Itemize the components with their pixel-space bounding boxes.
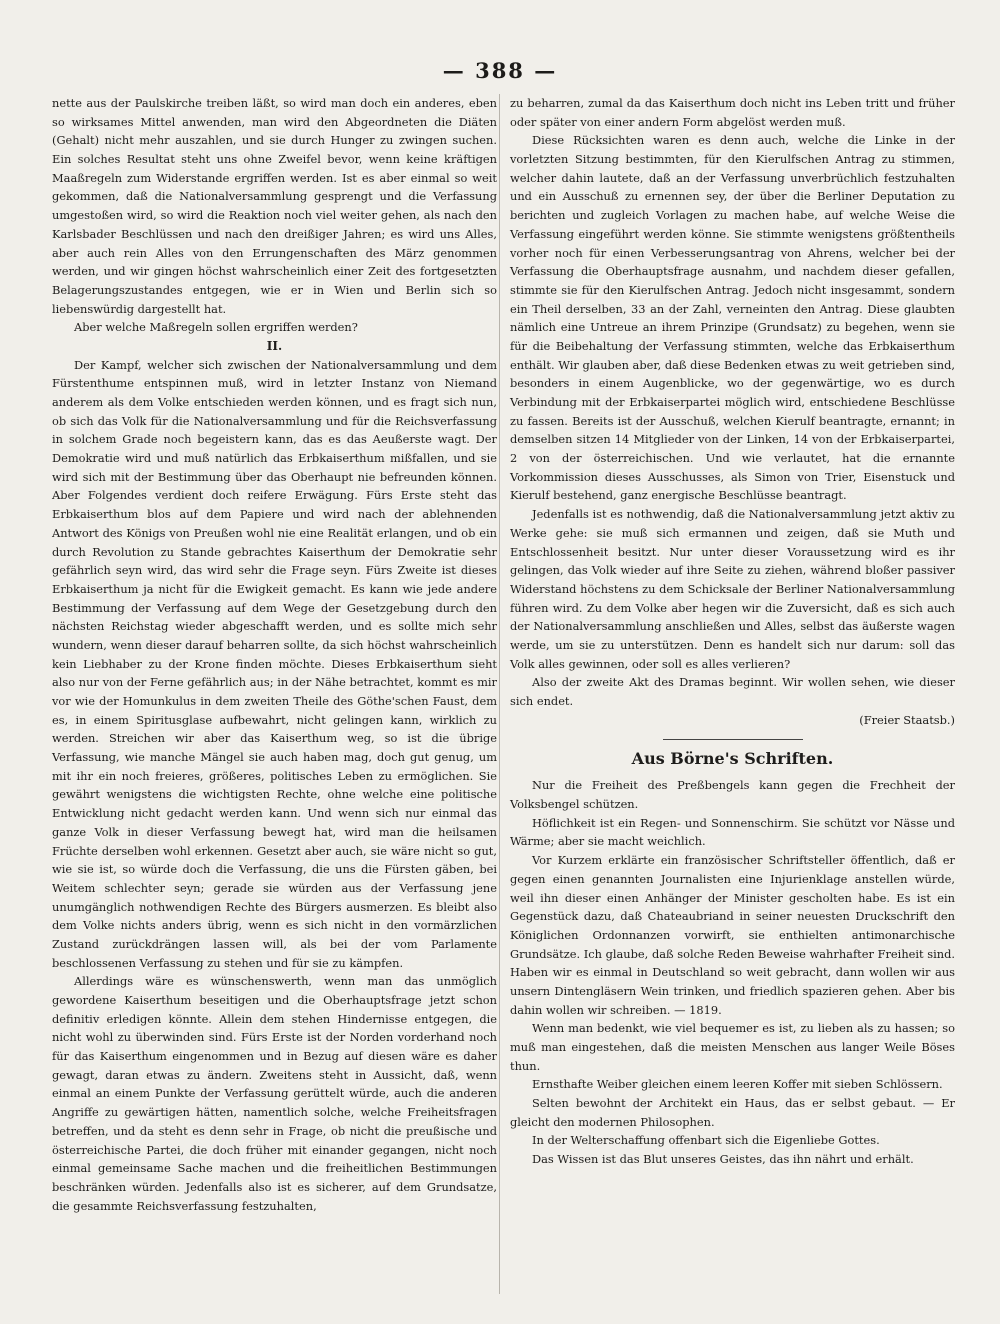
aphorism: Selten bewohnt der Architekt ein Haus, das er selbst gebaut. — Er gleicht den modernen Philosophen. (510, 1096, 955, 1129)
page-number: — 388 — (442, 58, 558, 83)
column-divider (499, 94, 500, 1294)
paragraph: nette aus der Paulskirche treiben läßt, so wird man doch ein anderes, eben so wirksames Mittel anwenden, man wird den Abgeordneten die Diäten (Gehalt) nicht mehr auszahlen, und sie durch Hunger zu zwingen suchen. Ein solches Resultat steht uns ohne Zweifel bevor, wenn keine kräftigen Maaßregeln zum Widerstande ergriffen werden. Ist es aber einmal so weit gekommen, daß die Nationalversammlung gesprengt und die Verfassung umgestoßen wird, so wird die Reaktion noch viel weiter gehen, als nach den Karlsbader Beschlüssen und nach den dreißiger Jahren; es wird uns Alles, aber auch rein Alles von den Errungenschaften des März genommen werden, und wir gingen höchst wahrscheinlich einer Zeit des fortgesetzten Belagerungszustandes entgegen, wie er in Wien und Berlin sich so liebenswürdig dargestellt hat. (52, 96, 497, 316)
paragraph: Jedenfalls ist es nothwendig, daß die Nationalversammlung jetzt aktiv zu Werke gehe: sie muß sich ermannen und zeigen, daß sie Muth und Entschlossenheit besitzt. Nur unter dieser Voraussetzung wird es ihr gelingen, das Volk wieder auf ihre Seite zu ziehen, während bloßer passiver Widerstand höchstens zu dem Schicksale der Berliner Nationalversammlung führen wird. Zu dem Volke aber hegen wir die Zuversicht, daß es sich auch der Nationalversammlung anschließen und Alles, selbst das äußerste wagen werde, um sie zu unterstützen. Denn es handelt sich nur darum: soll das Volk alles gewinnen, oder soll es alles verlieren? (510, 507, 955, 671)
paragraph: Allerdings wäre es wünschenswerth, wenn man das unmöglich gewordene Kaiserthum beseitigen und die Oberhauptsfrage jetzt schon definitiv erledigen könnte. Allein dem stehen Hindernisse entgegen, die nicht wohl zu überwinden sind. Fürs Erste ist der Norden vorderhand noch für das Kaiserthum eingenommen und in Bezug auf diesen wäre es daher gewagt, daran etwas zu ändern. Zweitens steht in Aussicht, daß, wenn einmal an einem Punkte der Verfassung gerüttelt würde, auch die anderen Angriffe zu gewärtigen hätten, namentlich solche, welche Freiheitsfragen betreffen, und da steht es denn sehr in Frage, ob nicht die preußische und österreichische Partei, die doch früher mit einander gegangen, nicht noch einmal gemeinsame Sache machen und die freiheitlichen Bestimmungen beschränken würden. Jedenfalls also ist es sicherer, auf dem Grundsatze, die gesammte Reichsverfassung festzuhalten, (52, 974, 497, 1213)
aphorism: Höflichkeit ist ein Regen- und Sonnenschirm. Sie schützt vor Nässe und Wärme; aber sie macht weichlich. (510, 815, 955, 849)
source-note: (Freier Staatsb.) (859, 712, 955, 727)
section-rule (663, 739, 803, 740)
paragraph: Der Kampf, welcher sich zwischen der Nationalversammlung und dem Fürstenthume entspinnen muß, wird in letzter Instanz von Niemand anderem als dem Volke entschieden werden können, und es fragt sich nun, ob sich das Volk für die Nationalversammlung und für die Reichsverfassung in solchem Grade noch begeistern kann, das es das Aeußerste wagt. Der Demokratie wird und muß natürlich das Erbkaiserthum mißfallen, und sie wird sich mit der Bestimmung über das Oberhaupt nie befreunden können. Aber Folgendes verdient doch reifere Erwägung. Fürs Erste steht das Erbkaiserthum blos auf dem Papiere und wird nach der ablehnenden Antwort des Königs von Preußen wohl nie eine Realität erlangen, und ob ein durch Revolution zu Stande gebrachtes Kaiserthum der Demokratie sehr gefährlich seyn wird, das wird sehr die Frage seyn. Fürs Zweite ist dieses Erbkaiserthum ja nicht für die Ewigkeit gemacht. Es kann wie jede andere Bestimmung der Verfassung auf dem Wege der Gesetzgebung durch den nächsten Reichstag wieder abgeschafft werden, und es sollte mich sehr wundern, wenn dieser darauf beharren sollte, da sich höchst wahrscheinlich kein Liebhaber zu der Krone finden möchte. Dieses Erbkaiserthum sieht also nur von der Ferne gefährlich aus; in der Nähe betrachtet, kommt es mir vor wie der Homunkulus in dem zweiten Theile des Göthe'schen Faust, dem es, in einem Spiritusglase aufbewahrt, nicht gelingen kann, wirklich zu werden. Streichen wir aber das Kaiserthum weg, so ist die übrige Verfassung, wie manche Mängel sie auch haben mag, doch gut genug, um mit ihr ein noch freieres, größeres, politisches Leben zu ermöglichen. Sie gewährt wenigstens die wichtigsten Rechte, ohne welche eine politische Entwicklung nicht gedacht werden kann. Und wenn sich nur einmal das ganze Volk in dieser Verfassung bewegt hat, wird man die heilsamen Früchte derselben wohl erkennen. Gesetzt aber auch, sie wäre nicht so gut, wie sie ist, so würde doch die Verfassung, die uns die Fürsten gäben, bei Weitem schlechter seyn; gerade sie würden aus der Verfassung jene unumgänglich nothwendigen Rechte des Bürgers ausmerzen. Es bleibt also dem Volke nichts anders übrig, wenn es sich nicht in den vormärzlichen Zustand zurückdrängen lassen will, als bei der vom Parlamente beschlossenen Verfassung zu stehen und für sie zu kämpfen. (52, 357, 497, 970)
right-column (510, 94, 955, 1169)
aphorism: Wenn man bedenkt, wie viel bequemer es ist, zu lieben als zu hassen; so muß man eingestehen, daß die meisten Menschen aus langer Weile Böses thun. (510, 1021, 955, 1073)
paragraph: zu beharren, zumal da das Kaiserthum doch nicht ins Leben tritt und früher oder später von einer andern Form abgelöst werden muß. (510, 96, 955, 129)
aphorism: Ernsthafte Weiber gleichen einem leeren Koffer mit sieben Schlössern. (532, 1077, 943, 1092)
paragraph: Also der zweite Akt des Dramas beginnt. Wir wollen sehen, wie dieser sich endet. (510, 675, 955, 708)
paragraph: Diese Rücksichten waren es denn auch, welche die Linke in der vorletzten Sitzung bestimmten, für den Kierulfschen Antrag zu stimmen, welcher dahin lautete, daß an der Verfassung unverbrüchlich festzuhalten und ein Ausschuß zu ernennen sey, der über die Berliner Deputation zu berichten und zugleich Vorlagen zu machen habe, auf welche Weise die Verfassung eingeführt werden könne. Sie stimmte wenigstens größtentheils vorher noch für einen Verbesserungsantrag von Ahrens, welcher bei der Verfassung die Oberhauptsfrage ausnahm, und nachdem dieser gefallen, stimmte sie für den Kierulfschen Antrag. Jedoch nicht insgesammt, sondern ein Theil derselben, 33 an der Zahl, verneinten den Antrag. Diese glaubten nämlich eine Untreue an ihrem Prinzipe (Grundsatz) zu begehen, wenn sie für die Beibehaltung der Verfassung stimmten, welche das Erbkaiserthum enthält. Wir glauben aber, daß diese Bedenken etwas zu weit getrieben sind, besonders in einem Augenblicke, wo der gegenwärtige, wo es durch Verbindung mit der Erbkaiserpartei möglich wird, entschiedene Beschlüsse zu fassen. Bereits ist der Ausschuß, welchen Kierulf beantragte, ernannt; in demselben sitzen 14 Mitglieder von der Linken, 14 von der Erbkaiserpartei, 2 von der österreichischen. Und wie verlautet, hat die ernannte Vorkommission dieses Ausschusses, als Simon von Trier, Eisenstuck und Kierulf bestehend, ganz energische Beschlüsse beantragt. (510, 133, 955, 503)
aphorism: Vor Kurzem erklärte ein französischer Schriftsteller öffentlich, daß er gegen einen genannten Journalisten eine Injurienklage anstellen würde, weil ihn dieser einen Anhänger der Minister gescholten habe. Es ist ein Gegenstück dazu, daß Chateaubriand in seiner neuesten Druckschrift den Königlichen Ordonnanzen vorwirft, sie enthielten antimonarchische Grundsätze. Ich glaube, daß solche Reden Beweise wahrhafter Freiheit sind. Haben wir es einmal in Deutschland so weit gebracht, dann wollen wir aus unsern Dintengläsern Wein trinken, und friedlich spazieren gehen. Aber bis dahin wollen wir schreiben. — 1819. (510, 853, 955, 1017)
aphorism: Nur die Freiheit des Preßbengels kann gegen die Frechheit der Volksbengel schützen. (510, 778, 955, 812)
aphorism: In der Welterschaffung offenbart sich die Eigenliebe Gottes. (532, 1133, 880, 1148)
paragraph: Aber welche Maßregeln sollen ergriffen werden? (74, 320, 358, 335)
section-numeral: II. (266, 338, 283, 353)
section-heading: Aus Börne's Schriften. (631, 749, 834, 769)
aphorism: Das Wissen ist das Blut unseres Geistes, das ihn nährt und erhält. (532, 1152, 914, 1167)
left-column (52, 94, 497, 1215)
